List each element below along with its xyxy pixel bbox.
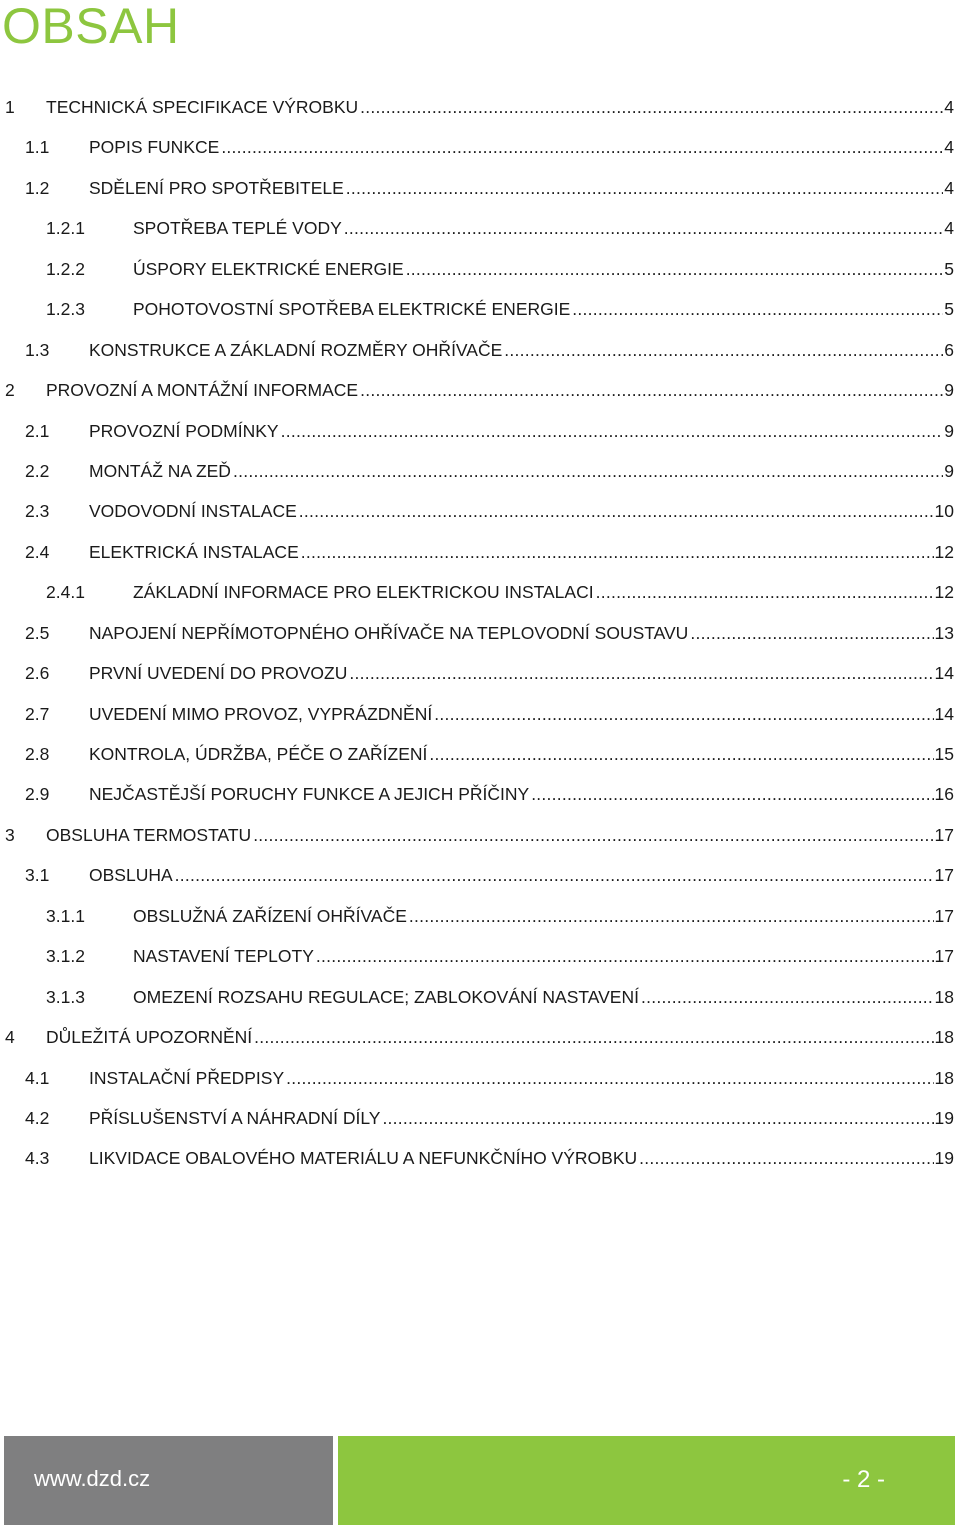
toc-dot-leader (641, 977, 934, 1017)
toc-dot-leader (299, 491, 934, 531)
footer-page-number: - 2 - (842, 1466, 885, 1493)
toc-entry-number: 3.1 (25, 865, 50, 886)
toc-dot-leader (233, 451, 943, 491)
page-title: OBSAH (2, 0, 180, 54)
toc-entry-label: DŮLEŽITÁ UPOZORNĚNÍ (46, 1027, 253, 1048)
toc-entry-number: 3.1.3 (46, 986, 85, 1007)
toc-entry-label: PRVNÍ UVEDENÍ DO PROVOZU (89, 663, 348, 684)
toc-entry[interactable] (0, 1017, 954, 1057)
toc-entry-number: 2.5 (25, 622, 50, 643)
toc-entry-number: 2.9 (25, 784, 50, 805)
toc-entry[interactable] (0, 1098, 954, 1138)
toc-dot-leader (639, 1138, 933, 1178)
toc-entry-label: PROVOZNÍ A MONTÁŽNÍ INFORMACE (46, 380, 359, 401)
toc-entry[interactable] (0, 774, 954, 814)
toc-dot-leader (221, 127, 943, 167)
toc-entry[interactable] (0, 896, 954, 936)
toc-entry-label: PROVOZNÍ PODMÍNKY (89, 420, 279, 441)
toc-dot-leader (572, 289, 943, 329)
toc-entry[interactable] (0, 208, 954, 248)
toc-entry-page: 17 (934, 946, 954, 967)
toc-entry-label: VODOVODNÍ INSTALACE (89, 501, 297, 522)
toc-entry-label: UVEDENÍ MIMO PROVOZ, VYPRÁZDNĚNÍ (89, 703, 433, 724)
toc-entry-number: 1.2 (25, 177, 50, 198)
toc-entry-number: 1.2.3 (46, 299, 85, 320)
toc-entry-number: 1.2.1 (46, 218, 85, 239)
toc-dot-leader (434, 694, 933, 734)
footer-url: www.dzd.cz (34, 1466, 151, 1491)
toc-entry-label: POHOTOVOSTNÍ SPOTŘEBA ELEKTRICKÉ ENERGIE (133, 299, 571, 320)
toc-entry[interactable] (0, 855, 954, 895)
toc-entry-label: ZÁKLADNÍ INFORMACE PRO ELEKTRICKOU INSTALACI (133, 582, 594, 603)
toc-entry[interactable] (0, 734, 954, 774)
toc-dot-leader (316, 936, 934, 976)
toc-entry-number: 1.3 (25, 339, 50, 360)
toc-entry-number: 4.1 (25, 1067, 50, 1088)
toc-entry-number: 4.2 (25, 1107, 50, 1128)
toc-entry-label: NEJČASTĚJŠÍ PORUCHY FUNKCE A JEJICH PŘÍČINY (89, 784, 530, 805)
toc-entry[interactable] (0, 653, 954, 693)
toc-entry-page: 19 (934, 1148, 954, 1169)
toc-entry-label: KONTROLA, ÚDRŽBA, PÉČE O ZAŘÍZENÍ (89, 744, 428, 764)
toc-entry-label: POPIS FUNKCE (89, 137, 220, 158)
toc-entry-number: 1 (5, 97, 15, 117)
toc-dot-leader (360, 87, 943, 127)
toc-entry[interactable] (0, 127, 954, 167)
toc-entry-label: ELEKTRICKÁ INSTALACE (89, 541, 299, 562)
toc-entry-page: 17 (934, 824, 954, 845)
toc-entry[interactable] (0, 572, 954, 612)
toc-entry-page: 10 (934, 501, 954, 522)
toc-entry-page: 15 (934, 744, 954, 764)
toc-entry-number: 2.2 (25, 460, 50, 481)
toc-entry-page: 9 (944, 420, 954, 441)
toc-entry-number: 2 (5, 380, 15, 401)
toc-entry[interactable] (0, 168, 954, 208)
toc-dot-leader (344, 208, 943, 248)
toc-entry-page: 16 (934, 784, 954, 805)
toc-entry[interactable] (0, 815, 954, 855)
toc-dot-leader (253, 815, 933, 855)
toc-entry-page: 17 (934, 905, 954, 926)
toc-entry-page: 9 (944, 380, 954, 401)
toc-dot-leader (690, 613, 933, 653)
toc-entry-label: OBSLUHA (89, 865, 173, 886)
toc-entry-number: 4.3 (25, 1148, 50, 1169)
toc-entry[interactable] (0, 249, 954, 289)
toc-entry-page: 4 (944, 218, 954, 239)
toc-entry-page: 19 (934, 1107, 954, 1128)
toc-dot-leader (301, 532, 934, 572)
toc-entry[interactable] (0, 370, 954, 410)
toc-entry-label: SDĚLENÍ PRO SPOTŘEBITELE (89, 177, 344, 198)
toc-entry-page: 17 (934, 865, 954, 886)
toc-entry-number: 2.1 (25, 420, 50, 441)
toc-entry-label: OBSLUŽNÁ ZAŘÍZENÍ OHŘÍVAČE (133, 905, 407, 926)
toc-entry-label: TECHNICKÁ SPECIFIKACE VÝROBKU (46, 97, 359, 117)
toc-entry[interactable] (0, 87, 954, 127)
toc-entry-page: 12 (934, 582, 954, 603)
toc-entry-label: LIKVIDACE OBALOVÉHO MATERIÁLU A NEFUNKČNÍHO VÝROBKU (89, 1148, 638, 1169)
toc-dot-leader (254, 1017, 933, 1057)
toc-entry-number: 2.4 (25, 541, 50, 562)
toc-entry-page: 14 (934, 663, 954, 684)
toc-dot-leader (504, 330, 943, 370)
toc-dot-leader (346, 168, 943, 208)
toc-entry[interactable] (0, 1138, 954, 1178)
toc-entry-page: 5 (944, 299, 954, 320)
toc-entry[interactable] (0, 1058, 954, 1098)
toc-dot-leader (429, 734, 933, 774)
toc-entry-page: 13 (934, 622, 954, 643)
toc-dot-leader (286, 1058, 933, 1098)
toc-entry[interactable] (0, 411, 954, 451)
toc-entry-number: 4 (5, 1027, 15, 1048)
toc-entry-page: 12 (934, 541, 954, 562)
toc-dot-leader (406, 249, 944, 289)
toc-dot-leader (409, 896, 934, 936)
toc-entry[interactable] (0, 532, 954, 572)
toc-entry-page: 4 (944, 137, 954, 158)
toc-entry-label: NASTAVENÍ TEPLOTY (133, 946, 314, 967)
toc-entry-label: OMEZENÍ ROZSAHU REGULACE; ZABLOKOVÁNÍ NASTAVENÍ (133, 986, 639, 1007)
toc-entry-label: MONTÁŽ NA ZEĎ (89, 460, 231, 481)
toc-entry[interactable] (0, 694, 954, 734)
toc-entry-number: 2.7 (25, 703, 50, 724)
toc-dot-leader (349, 653, 933, 693)
toc-entry-page: 6 (944, 339, 954, 360)
toc-entry[interactable] (0, 451, 954, 491)
toc-entry-number: 1.1 (25, 137, 50, 158)
toc-entry-page: 4 (944, 177, 954, 198)
toc-entry-number: 3.1.2 (46, 946, 85, 967)
toc-entry-number: 2.3 (25, 501, 50, 522)
toc-dot-leader (175, 855, 934, 895)
toc-entry[interactable] (0, 491, 954, 531)
toc-entry[interactable] (0, 330, 954, 370)
footer-right-panel (338, 1436, 955, 1525)
toc-dot-leader (281, 411, 944, 451)
toc-entry-number: 2.8 (25, 744, 50, 764)
toc-entry-label: PŘÍSLUŠENSTVÍ A NÁHRADNÍ DÍLY (89, 1107, 381, 1128)
toc-entry-number: 3.1.1 (46, 905, 85, 926)
toc-dot-leader (360, 370, 943, 410)
table-of-contents (0, 87, 954, 1179)
toc-dot-leader (382, 1098, 933, 1138)
toc-entry-label: KONSTRUKCE A ZÁKLADNÍ ROZMĚRY OHŘÍVAČE (89, 339, 503, 360)
toc-entry[interactable] (0, 977, 954, 1017)
toc-entry-page: 18 (934, 986, 954, 1007)
toc-entry-page: 18 (934, 1027, 954, 1048)
toc-dot-leader (531, 774, 933, 814)
toc-entry-number: 2.6 (25, 663, 50, 684)
toc-entry-label: INSTALAČNÍ PŘEDPISY (89, 1067, 285, 1088)
footer-left-panel (4, 1436, 333, 1525)
toc-entry-number: 2.4.1 (46, 582, 85, 603)
toc-entry[interactable] (0, 936, 954, 976)
toc-entry-page: 4 (944, 97, 954, 117)
toc-entry[interactable] (0, 613, 954, 653)
toc-entry-page: 5 (944, 258, 954, 279)
toc-entry-number: 3 (5, 824, 15, 845)
toc-dot-leader (596, 572, 934, 612)
toc-entry-page: 9 (944, 460, 954, 481)
toc-entry-page: 14 (934, 703, 954, 724)
toc-entry-number: 1.2.2 (46, 258, 85, 279)
toc-entry-label: OBSLUHA TERMOSTATU (46, 824, 252, 845)
toc-entry[interactable] (0, 289, 954, 329)
toc-entry-label: ÚSPORY ELEKTRICKÉ ENERGIE (133, 258, 404, 279)
toc-entry-label: NAPOJENÍ NEPŘÍMOTOPNÉHO OHŘÍVAČE NA TEPLOVODNÍ SOUSTAVU (89, 622, 689, 643)
toc-entry-label: SPOTŘEBA TEPLÉ VODY (133, 218, 342, 239)
toc-entry-page: 18 (934, 1067, 954, 1088)
